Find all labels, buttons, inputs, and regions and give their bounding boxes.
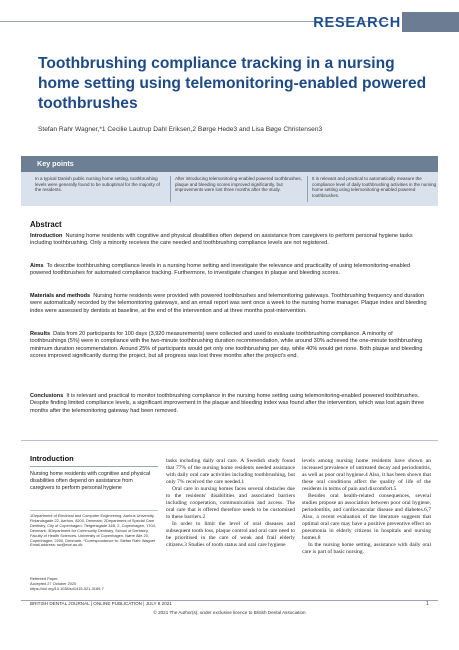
key-points-box	[21, 172, 438, 206]
affiliations: 1Department of Electrical and Computer Engineering, Aarhus University, Finlandsgade 22, Aarhus, 8200, Denmark; 2Department of Special Care Dentistry, City of Copenhagen, Tietgensgade 31B, 2, Copenhagen, 1704, Denmark; 3Department for Community Dentistry, School of Dentistry, Faculty of Health Sciences, University of Copenhagen, Nørre Allé 20, Copenhagen, 2200, Denmark. *Correspondence to: Stefan Rahr Wagner Email address: sw@ece.au.dk	[30, 513, 156, 548]
abstract-aims	[30, 263, 430, 278]
accepted-date: Accepted 27 October 2020	[30, 581, 77, 586]
body-paragraph: In order to limit the level of oral diseases and subsequent tooth loss, plaque control and oral care need to be prioritised in the care of weak and frail elderly citizens.3 Studies of tooth status and oral care hygiene	[166, 521, 295, 549]
body-paragraph: tasks including daily oral care. A Swedish study found that 77% of the nursing home residents needed assistance with daily oral care activities including toothbrushing, but only 7% received the care needed.1	[166, 458, 295, 486]
key-point: After introducing telemonitoring-enabled powered toothbrushes, plaque and bleeding scores improved significantly, but improvements were lost three months after the study.	[175, 176, 302, 193]
abstract-label: Materials and methods	[30, 293, 91, 299]
refereed-label: Refereed Paper.	[30, 576, 59, 581]
abstract-label: Conclusions	[30, 393, 64, 399]
section-divider	[21, 440, 438, 441]
key-points-heading: Key points	[21, 156, 438, 172]
body-paragraph: Oral care in nursing homes faces several obstacles due to the residents' disabilities and associated barriers including cooperation, communication and access. The oral care that is offered therefore needs to be customised to these barriers.2	[166, 486, 295, 521]
abstract-text: It is relevant and practical to monitor toothbrushing compliance in the nursing home setting using telemonitoring-enabled powered toothbrushes. Despite finding limited compliance levels, a significant improvement in the plaque and bleeding index was found after the intervention, which was lost again three months after the telemonitoring gateway had been removed.	[30, 393, 425, 414]
article-info	[30, 576, 158, 591]
abstract-conclusions	[30, 393, 430, 415]
abstract-text: To describe toothbrushing compliance levels in a nursing home setting and investigate the relevance and practicality of using telemonitoring-enabled powered toothbrushes for automated compliance tracking. Furthermore, to investigate changes in plaque and bleeding scores.	[30, 263, 411, 277]
abstract-methods	[30, 293, 430, 315]
page-number: 1	[426, 601, 429, 607]
abstract-results	[30, 331, 430, 360]
header-bar	[0, 12, 459, 32]
article-title: Toothbrushing compliance tracking in a nursing home setting using telemonitoring-enabled powered toothbrushes	[38, 55, 427, 112]
doi-link[interactable]: https://doi.org/10.1038/s41415-021-3169-7	[30, 586, 104, 591]
header-accent-box	[402, 12, 459, 32]
key-points-divider	[307, 176, 308, 202]
body-column-2	[166, 458, 295, 549]
journal-footer: BRITISH DENTAL JOURNAL | ONLINE PUBLICATION | JULY 8 2021	[30, 601, 172, 606]
abstract-label: Introduction	[30, 233, 63, 239]
section-label: RESEARCH	[313, 15, 401, 31]
abstract-label: Aims	[30, 263, 44, 269]
introduction-rule	[30, 466, 158, 467]
affiliations-rule	[30, 510, 158, 511]
key-points-divider	[170, 176, 171, 202]
body-paragraph: Besides oral health-related consequences, several studies propose an association between poor oral hygiene, periodontitis, and cardiovascular disease and diabetes.6,7 Also, a recent evaluation of the literature suggests that optimal oral care may have a positive preventive effect on pneumonia in elderly citizens in hospitals and nursing homes.8	[302, 493, 431, 542]
body-column-3	[302, 458, 431, 556]
abstract-text: Data from 20 participants for 100 days (3,920 measurements) were collected and used to evaluate toothbrushing compliance. A minority of toothbrushings (5%) were in compliance with the two-minute toothbrushing duration recommendation, while around 30% achieved the one-minute toothbrushing minimum duration recommendation. Around 25% of participants would get only one toothbrushing per day, while 40% would get none. Both plaque and bleeding scores improved significantly during the project, but all progress was lost three months after the project's end.	[30, 331, 423, 359]
abstract-heading: Abstract	[30, 220, 62, 229]
abstract-label: Results	[30, 331, 51, 337]
key-point: It is relevant and practical to automatically measure the compliance level of daily toothbrushing activities in the nursing home setting using telemonitoring-enabled powered toothbrushes.	[312, 176, 437, 198]
copyright-notice: © 2021 The Author(s), under exclusive licence to British Dental Association	[153, 610, 306, 615]
abstract-introduction	[30, 233, 430, 248]
introduction-heading: Introduction	[30, 454, 74, 463]
body-paragraph: In the nursing home setting, assistance with daily oral care is part of basic nursing.	[302, 542, 431, 556]
body-paragraph: levels among nursing home residents have shown an increased prevalence of untreated decay and periodontitis, as well as poor oral hygiene.4 Also, it has been shown that these oral conditions affect the quality of life of the residents in terms of pain and discomfort.5	[302, 458, 431, 493]
abstract-text: Nursing home residents with cognitive and physical disabilities often depend on assistance from caregivers to perform personal hygiene tasks including toothbrushing. Only a minority receives the care needed and toothbrushing compliance levels are not registered.	[30, 233, 413, 247]
author-list: Stefan Rahr Wagner,*1 Cecilie Lautrup Dahl Eriksen,2 Børge Hede3 and Lisa Bøge Christensen3	[38, 126, 323, 133]
key-point: In a typical Danish public nursing home setting, toothbrushing levels were generally found to be suboptimal for the majority of the residents.	[35, 176, 160, 193]
abstract-text: Nursing home residents were provided with powered toothbrushes and telemonitoring gateways. Toothbrushing frequency and duration were automatically recorded by the telemonitoring gateways, and an email report was sent once a week to the nursing home manager. Plaque index and bleeding index were assessed by dentists at baseline, at the end of the intervention and at three months post-intervention.	[30, 293, 427, 314]
introduction-lead: Nursing home residents with cognitive and physical disabilities often depend on assistance from caregivers to perform personal hygiene	[30, 471, 151, 492]
